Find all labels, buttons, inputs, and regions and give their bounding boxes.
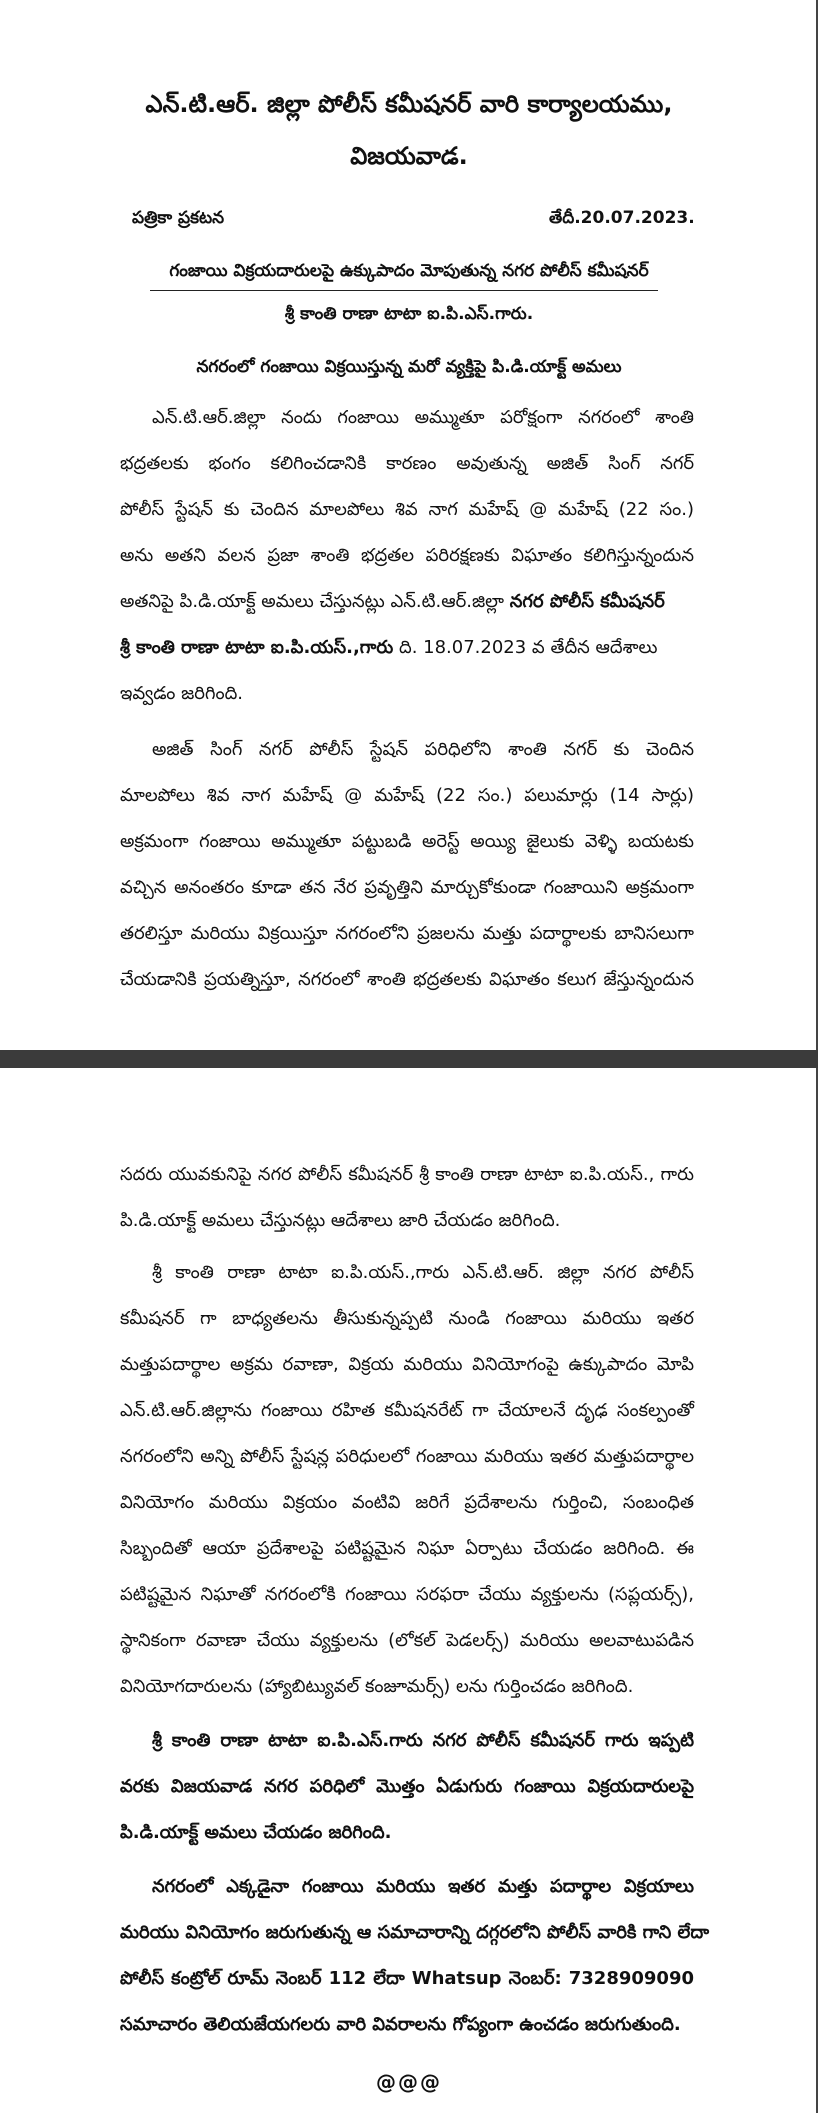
paragraph-line: స్థానికంగా రవాణా చేయు వ్యక్తులను (లోకల్ పెడలర్స్) మరియు అలవాటుపడిన — [120, 1630, 694, 1651]
headline-line-2: శ్రీ కాంతి రాణా టాటా ఐ.పి.ఎస్.గారు. — [284, 304, 534, 324]
paragraph-line: సదరు యువకునిపై నగర పోలీస్ కమీషనర్ శ్రీ కాంతి రాణా టాటా ఐ.పి.యస్., గారు — [120, 1164, 694, 1185]
paragraph-line: అక్రమంగా గంజాయి అమ్ముతూ పట్టుబడి అరెస్ట్ అయ్యి జైలుకు వెళ్ళి బయటకు — [120, 831, 694, 852]
headline-line-1: గంజాయి విక్రయదారులపై ఉక్కుపాదం మోపుతున్న నగర పోలీస్ కమీషనర్ — [169, 261, 649, 281]
paragraph-line-bold: నగరంలో ఎక్కడైనా గంజాయి మరియు ఇతర మత్తు పదార్థాల విక్రయాలు — [152, 1876, 694, 1897]
paragraph-line: ఎన్.టి.ఆర్.జిల్లాను గంజాయి రహిత కమీషనరేట్ గా చేయాలనే దృఢ సంకల్పంతో — [120, 1400, 694, 1421]
paragraph-line: తరలిస్తూ మరియు విక్రయిస్తూ నగరంలోని ప్రజలను మత్తు పదార్థాలకు బానిసలుగా — [120, 923, 694, 944]
page-separator — [0, 1050, 818, 1068]
paragraph-line-bold: పి.డి.యాక్ట్ అమలు చేయడం జరిగింది. — [120, 1822, 392, 1843]
paragraph-line: పోలీస్ స్టేషన్ కు చెందిన మాలపోలు శివ నాగ మహేష్ @ మహేష్ (22 సం.) — [120, 499, 694, 520]
paragraph-line: పటిష్టమైన నిఘాతో నగరంలోకి గంజాయి సరఫరా చేయు వ్యక్తులను (సప్లయర్స్), — [120, 1584, 694, 1605]
commissioner-title-bold: నగర పోలీస్ కమీషనర్ — [509, 591, 665, 612]
paragraph-line: అజిత్ సింగ్ నగర్ పోలీస్ స్టేషన్ పరిధిలోని శాంతి నగర్ కు చెందిన — [152, 739, 694, 760]
paragraph-line: భద్రతలకు భంగం కలిగించడానికి కారణం అవుతున్న అజిత్ సింగ్ నగర్ — [120, 453, 694, 474]
paragraph-line-bold: శ్రీ కాంతి రాణా టాటా ఐ.పి.ఎస్.గారు నగర పోలీస్ కమీషనర్ గారు ఇప్పటి — [152, 1730, 694, 1751]
paragraph-line: నగరంలోని అన్ని పోలీస్ స్టేషన్ల పరిధులలో గంజాయి మరియు ఇతర మత్తుపదార్థాల — [120, 1446, 694, 1467]
paragraph-line: శ్రీ కాంతి రాణా టాటా ఐ.పి.యస్.,గారు ఎన్.టి.ఆర్. జిల్లా నగర పోలీస్ — [152, 1262, 694, 1283]
commissioner-name-bold: శ్రీ కాంతి రాణా టాటా ఐ.పి.యస్.,గారు — [120, 637, 394, 658]
document-end-mark: @@@ — [376, 2070, 442, 2094]
paragraph-line-bold: పోలీస్ కంట్రోల్ రూమ్ నెంబర్ 112 లేదా Whatsup నెంబర్: 7328909090 — [120, 1968, 694, 1989]
paragraph-text: అతనిపై పి.డి.యాక్ట్ అమలు చేస్తునట్లు ఎన్.టి.ఆర్.జిల్లా — [120, 591, 505, 612]
paragraph-line: పి.డి.యాక్ట్ అమలు చేస్తునట్లు ఆదేశాలు జారి చేయడం జరిగింది. — [120, 1210, 561, 1231]
paragraph-line: ఎన్.టి.ఆర్.జిల్లా నందు గంజాయి అమ్ముతూ పరోక్షంగా నగరంలో శాంతి — [152, 407, 694, 428]
headline-underline — [150, 290, 658, 291]
paragraph-line-mixed — [120, 593, 694, 611]
paragraph-line: అను అతని వలన ప్రజా శాంతి భద్రతల పరిరక్షణకు విఘాతం కలిగిస్తున్నందున — [120, 545, 694, 566]
paragraph-line-bold: సమాచారం తెలియజేయగలరు వారి వివరాలను గోప్యంగా ఉంచడం జరుగుతుంది. — [120, 2014, 681, 2035]
paragraph-line: వచ్చిన అనంతరం కూడా తన నేర ప్రవృత్తిని మార్చుకోకుండా గంజాయిని అక్రమంగా — [120, 877, 694, 898]
office-city: విజయవాడ. — [350, 142, 468, 170]
paragraph-line-mixed — [120, 639, 694, 657]
subheading: నగరంలో గంజాయి విక్రయిస్తున్న మరో వ్యక్తిపై పి.డి.యాక్ట్ అమలు — [196, 357, 622, 377]
press-date: తేదీ.20.07.2023. — [549, 208, 695, 228]
paragraph-line: మాలపోలు శివ నాగ మహేష్ @ మహేష్ (22 సం.) పలుమార్లు (14 సార్లు) — [120, 785, 694, 806]
paragraph-line: మత్తుపదార్థాల అక్రమ రవాణా, విక్రయ మరియు వినియోగంపై ఉక్కుపాదం మోపి — [120, 1354, 694, 1375]
paragraph-line: వినియోగదారులను (హ్యాబిట్యువల్ కంజూమర్స్) లను గుర్తించడం జరిగింది. — [120, 1676, 634, 1697]
paragraph-line: సిబ్బందితో ఆయా ప్రదేశాలపై పటిష్టమైన నిఘా ఏర్పాటు చేయడం జరిగింది. ఈ — [120, 1538, 694, 1559]
paragraph-line: వినియోగం మరియు విక్రయం వంటివి జరిగే ప్రదేశాలను గుర్తించి, సంబంధిత — [120, 1492, 694, 1513]
document-page-2 — [0, 1068, 818, 2113]
office-title: ఎన్.టి.ఆర్. జిల్లా పోలీస్ కమీషనర్ వారి కార్యాలయము, — [145, 90, 673, 118]
paragraph-line-bold: మరియు వినియోగం జరుగుతున్న ఆ సమాచారాన్ని దగ్గరలోని పోలీస్ వారికి గాని లేదా — [120, 1922, 710, 1943]
paragraph-line-bold: వరకు విజయవాడ నగర పరిధిలో మొత్తం ఏడుగురు గంజాయి విక్రయదారులపై — [120, 1776, 694, 1797]
document-page-1 — [0, 0, 818, 1050]
paragraph-line: చేయడానికి ప్రయత్నిస్తూ, నగరంలో శాంతి భద్రతలకు విఘాతం కలుగ జేస్తున్నందున — [120, 969, 694, 990]
paragraph-text: ది. 18.07.2023 వ తేదీన ఆదేశాలు — [399, 637, 658, 658]
press-label: పత్రికా ప్రకటన — [132, 208, 225, 228]
paragraph-line: ఇవ్వడం జరిగింది. — [120, 683, 244, 704]
paragraph-line: కమీషనర్ గా బాధ్యతలను తీసుకున్నప్పటి నుండి గంజాయి మరియు ఇతర — [120, 1308, 694, 1329]
